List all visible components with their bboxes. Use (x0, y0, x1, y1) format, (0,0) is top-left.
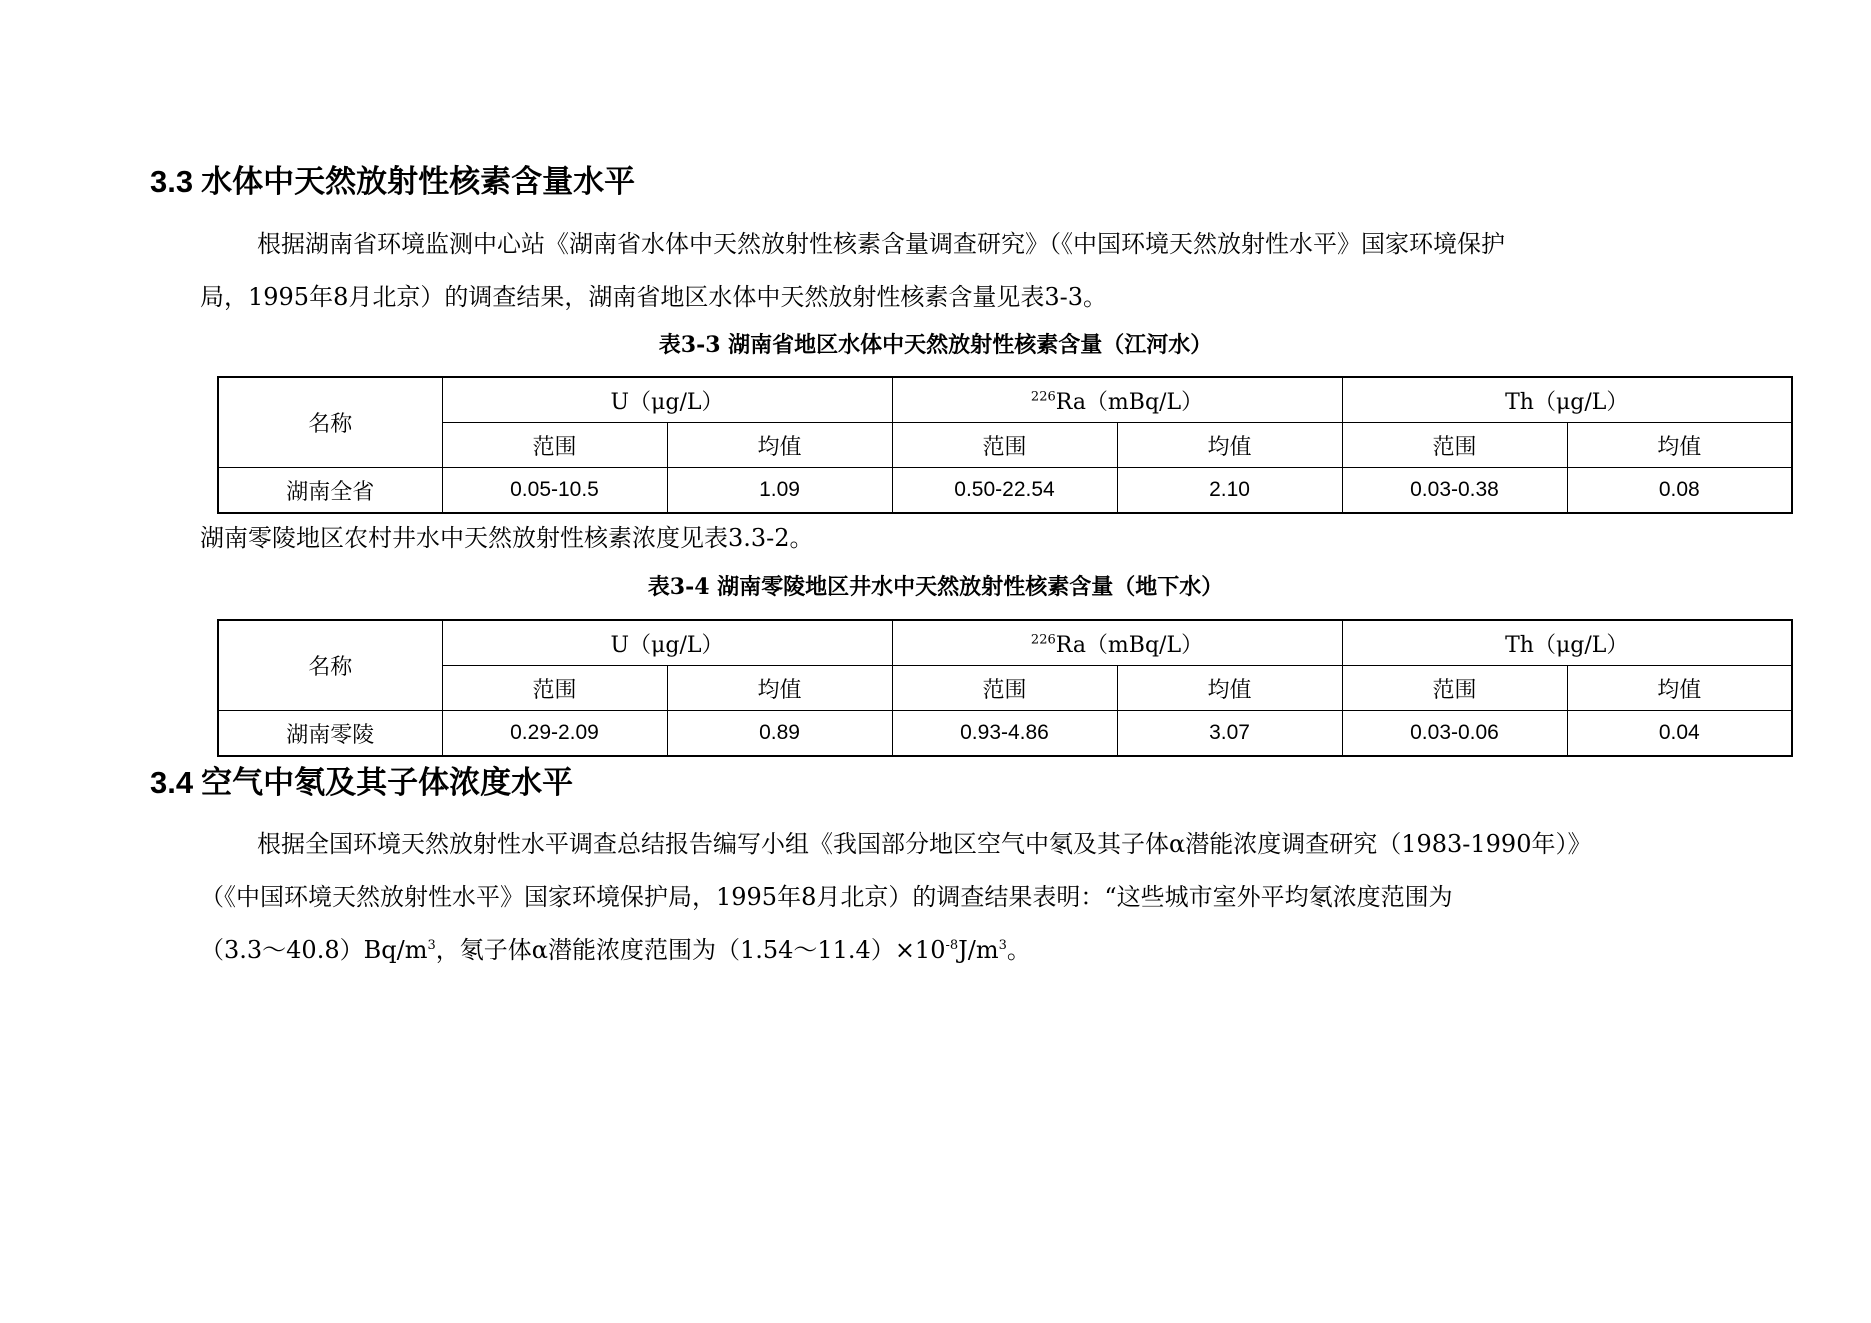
range-header: 范围 (442, 666, 667, 711)
paragraph-line: 根据湖南省环境监测中心站《湖南省水体中天然放射性核素含量调查研究》（《中国环境天然放射性水平》国家环境保护 (257, 230, 1505, 258)
table-header-row (218, 620, 1792, 666)
table-row (218, 468, 1792, 514)
section-title: 空气中氡及其子体浓度水平 (201, 765, 574, 801)
range-header: 范围 (892, 423, 1117, 468)
paragraph-line: 根据全国环境天然放射性水平调查总结报告编写小组《我国部分地区空气中氡及其子体α潜能浓度调查研究（1983-1990年）》 (257, 830, 1592, 858)
table-3-3 (217, 376, 1793, 514)
paragraph-line-with-units: $(3.3\sim 40.8)Bq/m^3$，氡子体α潜能浓度范围为$(1.54\sim 11.4)\times 10^{-8}J/m^3$。 (200, 936, 1031, 964)
mean-header: 均值 (667, 423, 892, 468)
mean-header: 均值 (1117, 666, 1342, 711)
paragraph-line: 局，1995年8月北京）的调查结果，湖南省地区水体中天然放射性核素含量见表3-3。 (200, 283, 1107, 311)
section-3-4-paragraph (200, 818, 1591, 977)
th-group-header: Th（μg/L） (1342, 377, 1792, 423)
name-header: 名称 (218, 377, 442, 468)
th-group-header: Th（μg/L） (1342, 620, 1792, 666)
table-header-row (218, 377, 1792, 423)
table-subheader-row (218, 666, 1792, 711)
th-mean-cell: 0.04 (1567, 711, 1792, 757)
mean-header: 均值 (1117, 423, 1342, 468)
table-3-3-caption: 表3-3 湖南省地区水体中天然放射性核素含量（江河水） (658, 332, 1213, 358)
mean-header: 均值 (1567, 666, 1792, 711)
table-3-4-intro-text: 湖南零陵地区农村井水中天然放射性核素浓度见表3.3-2。 (200, 524, 814, 552)
table-subheader-row (218, 423, 1792, 468)
section-number: 3.4 (150, 765, 194, 800)
ra-mean-cell: 2.10 (1117, 468, 1342, 514)
table-3-4 (217, 619, 1793, 757)
section-number: 3.3 (150, 164, 194, 199)
u-group-header: U（μg/L） (442, 620, 892, 666)
section-heading-3-3 (150, 162, 635, 202)
section-title: 水体中天然放射性核素含量水平 (201, 164, 636, 200)
th-range-cell: 0.03-0.38 (1342, 468, 1567, 514)
mean-header: 均值 (1567, 423, 1792, 468)
u-mean-cell: 1.09 (667, 468, 892, 514)
row-name: 湖南全省 (218, 468, 442, 514)
th-range-cell: 0.03-0.06 (1342, 711, 1567, 757)
u-mean-cell: 0.89 (667, 711, 892, 757)
mean-header: 均值 (667, 666, 892, 711)
row-name: 湖南零陵 (218, 711, 442, 757)
section-3-3-paragraph (200, 218, 1720, 324)
th-mean-cell: 0.08 (1567, 468, 1792, 514)
table-row (218, 711, 1792, 757)
ra-group-header: $^{226}$Ra（mBq/L） (892, 620, 1342, 666)
section-heading-3-4 (150, 763, 573, 803)
range-header: 范围 (1342, 666, 1567, 711)
range-header: 范围 (442, 423, 667, 468)
ra-mean-cell: 3.07 (1117, 711, 1342, 757)
ra-range-cell: 0.50-22.54 (892, 468, 1117, 514)
u-group-header: U（μg/L） (442, 377, 892, 423)
ra-range-cell: 0.93-4.86 (892, 711, 1117, 757)
table-3-4-caption: 表3-4 湖南零陵地区井水中天然放射性核素含量（地下水） (647, 574, 1224, 600)
ra-group-header: $^{226}$Ra（mBq/L） (892, 377, 1342, 423)
u-range-cell: 0.29-2.09 (442, 711, 667, 757)
range-header: 范围 (892, 666, 1117, 711)
paragraph-line: （《中国环境天然放射性水平》国家环境保护局，1995年8月北京）的调查结果表明：“这些城市室外平均氡浓度范围为 (200, 883, 1453, 911)
range-header: 范围 (1342, 423, 1567, 468)
u-range-cell: 0.05-10.5 (442, 468, 667, 514)
name-header: 名称 (218, 620, 442, 711)
